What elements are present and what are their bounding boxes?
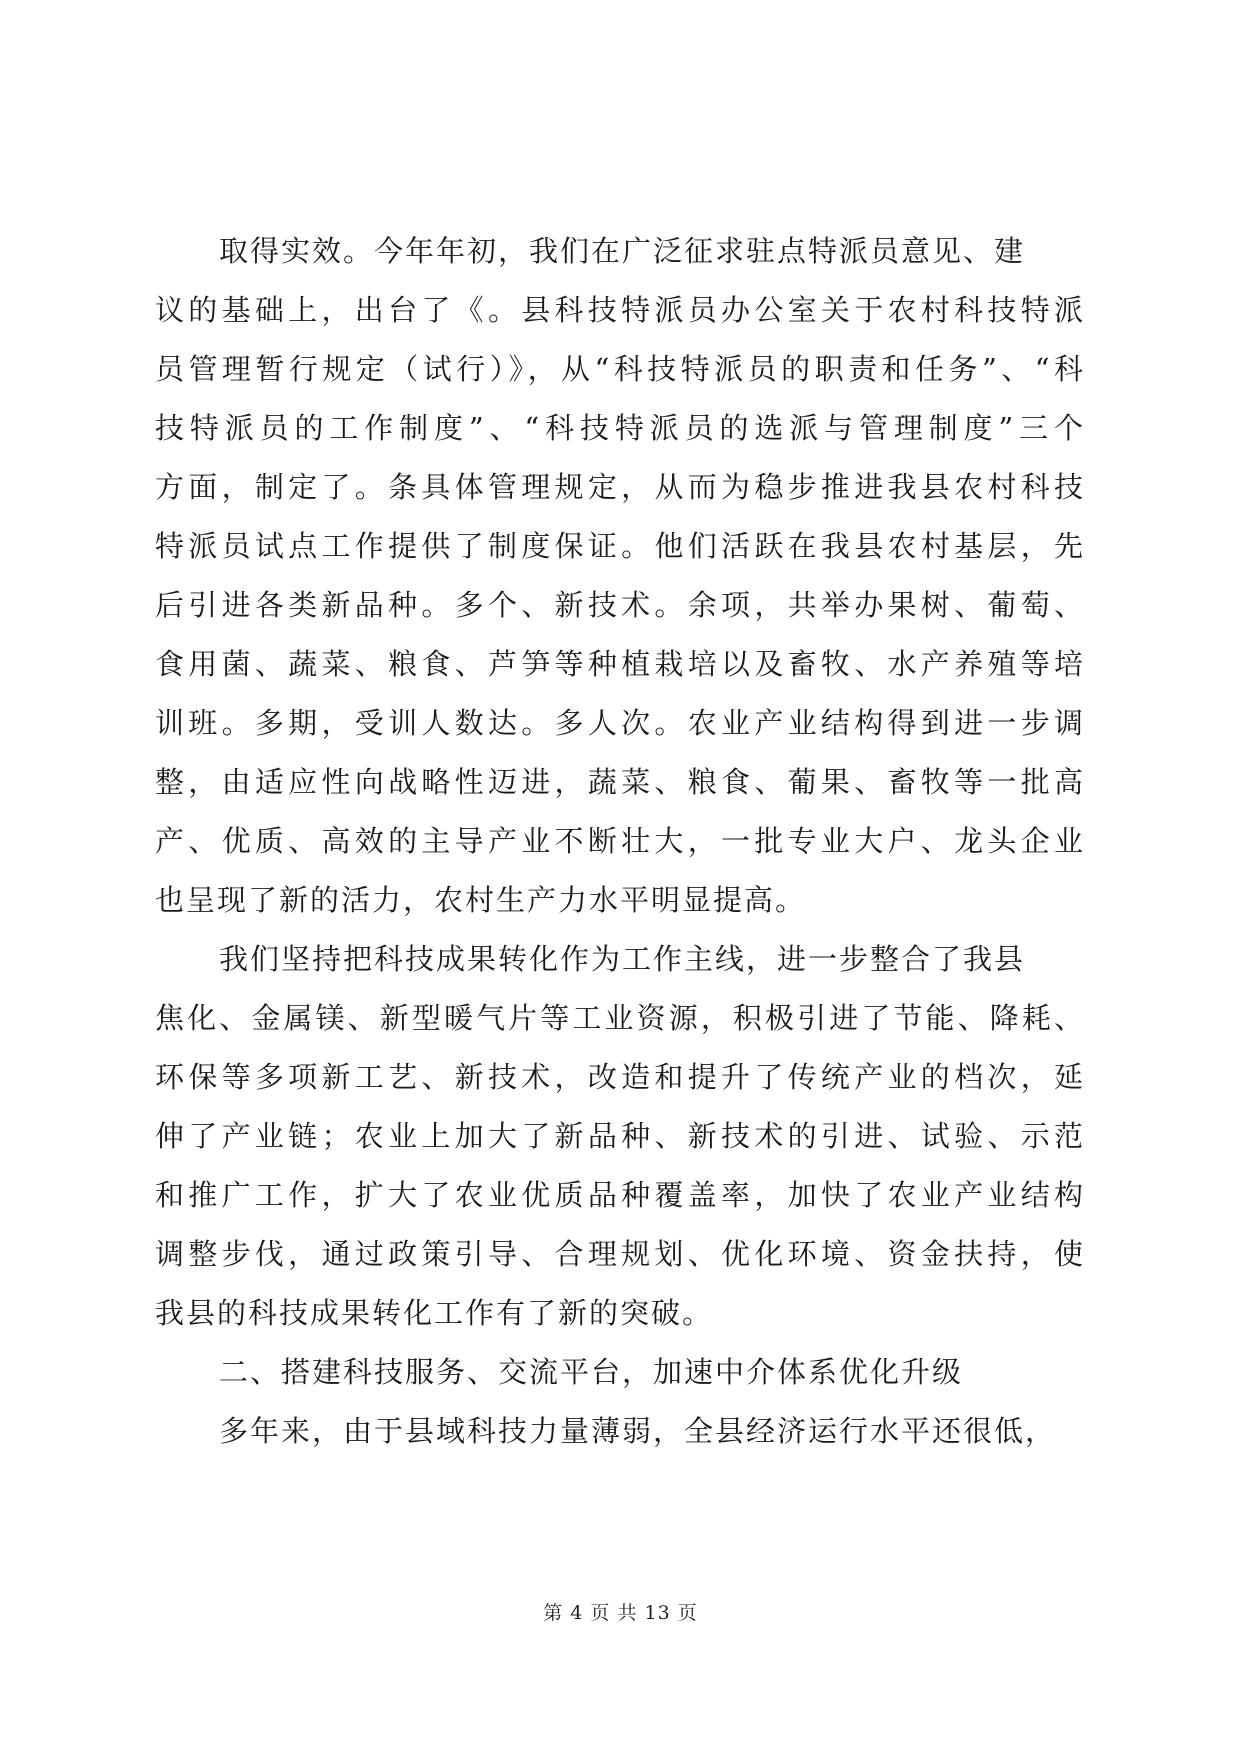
text-line: 和推广工作，扩大了农业优质品种覆盖率，加快了农业产业结构 [155,1178,1085,1212]
text-line: 后引进各类新品种。多个、新技术。余项，共举办果树、葡萄、 [155,588,1085,622]
text-line: 伸了产业链；农业上加大了新品种、新技术的引进、试验、示范 [155,1119,1085,1153]
text-line: 也呈现了新的活力，农村生产力水平明显提高。 [155,883,807,917]
text-line: 产、优质、高效的主导产业不断壮大，一批专业大户、龙头企业 [155,824,1085,858]
text-line: 议的基础上，出台了《。县科技特派员办公室关于农村科技特派 [155,293,1085,327]
text-line: 整，由适应性向战略性迈进，蔬菜、粮食、葡果、畜牧等一批高 [155,765,1085,799]
text-line: 我县的科技成果转化工作有了新的突破。 [155,1296,714,1330]
text-line: 我们坚持把科技成果转化作为工作主线，进一步整合了我县 [219,942,1026,976]
text-line: 焦化、金属镁、新型暖气片等工业资源，积极引进了节能、降耗、 [155,1001,1085,1035]
text-line: 调整步伐，通过政策引导、合理规划、优化环境、资金扶持，使 [155,1237,1085,1271]
text-line: 方面，制定了。条具体管理规定，从而为稳步推进我县农村科技 [155,470,1085,504]
text-line: 训班。多期，受训人数达。多人次。农业产业结构得到进一步调 [155,706,1085,740]
section-heading: 二、搭建科技服务、交流平台，加速中介体系优化升级 [219,1355,964,1389]
text-line: 取得实效。今年年初，我们在广泛征求驻点特派员意见、建 [219,234,1026,268]
text-line: 技特派员的工作制度”、“科技特派员的选派与管理制度”三个 [155,411,1085,445]
text-line: 食用菌、蔬菜、粮食、芦笋等种植栽培以及畜牧、水产养殖等培 [155,647,1085,681]
text-line: 环保等多项新工艺、新技术，改造和提升了传统产业的档次，延 [155,1060,1085,1094]
document-body [155,222,1085,1461]
text-line: 员管理暂行规定（试行）》，从“科技特派员的职责和任务”、“科 [155,352,1085,386]
text-line: 特派员试点工作提供了制度保证。他们活跃在我县农村基层，先 [155,529,1085,563]
text-line: 多年来，由于县域科技力量薄弱，全县经济运行水平还很低， [219,1414,1057,1448]
page-number-footer: 第 4 页 共 13 页 [543,1602,698,1624]
